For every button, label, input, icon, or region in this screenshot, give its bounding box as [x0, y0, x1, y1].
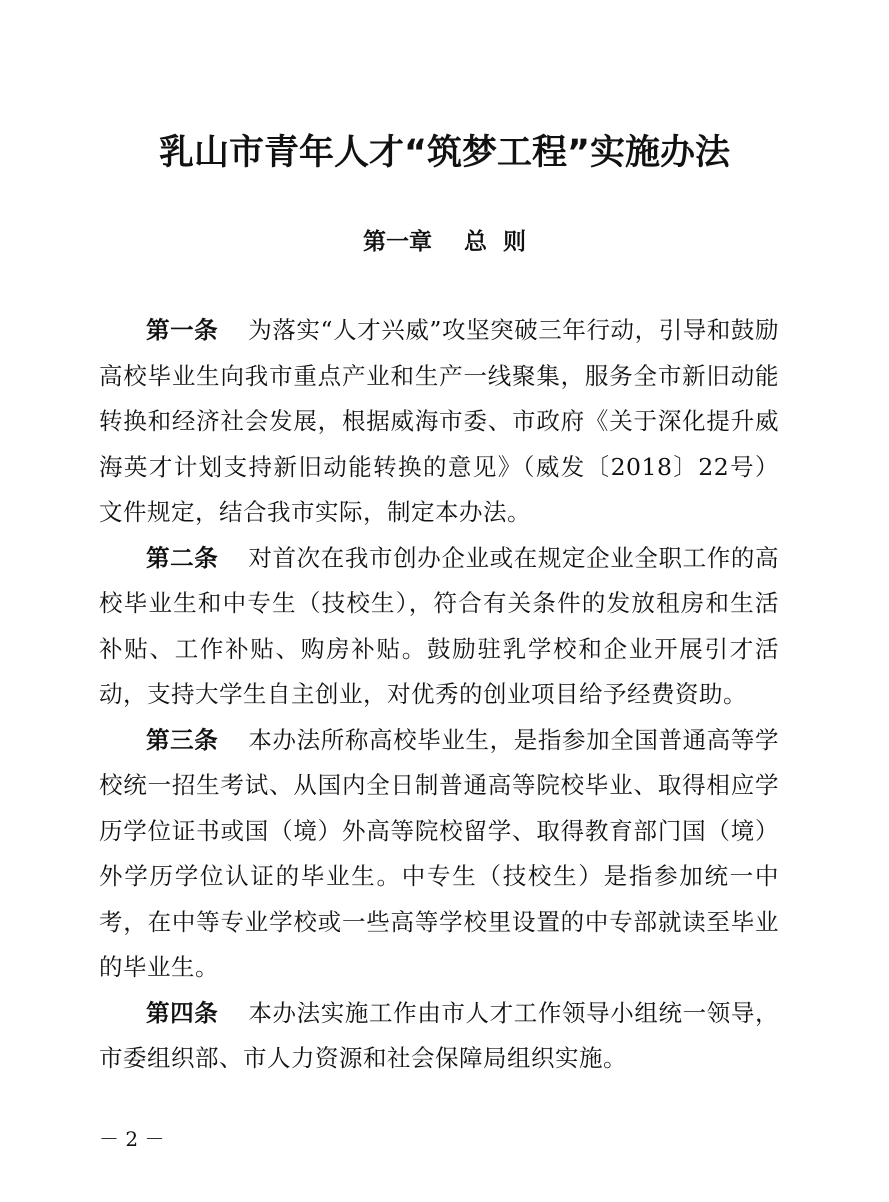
chapter-heading: 第一章 总 则	[362, 229, 527, 255]
article-1-label: 第一条	[146, 316, 219, 344]
article-1-text: 为落实“人才兴威”攻坚突破三年行动，引导和鼓励高校毕业生向我市重点产业和生产一线聚集，服务全市新旧动能转换和经济社会发展，根据威海市委、市政府《关于深化提升威海英才计划支持新旧动能转换的意见》（威发〔2018〕22号）文件规定，结合我市实际，制定本办法。	[99, 316, 780, 526]
article-4	[99, 991, 779, 1082]
article-3-text: 本办法所称高校毕业生，是指参加全国普通高等学校统一招生考试、从国内全日制普通高等院校毕业、取得相应学历学位证书或国（境）外高等院校留学、取得教育部门国（境）外学历学位认证的毕业生。中专生（技校生）是指参加统一中考，在中等专业学校或一些高等学校里设置的中专部就读至毕业的毕业生。	[99, 725, 779, 981]
document-title: 乳山市青年人才“筑梦工程”实施办法	[158, 133, 730, 173]
article-1	[99, 308, 779, 536]
page-number: － 2 －	[99, 1127, 165, 1151]
article-2-text: 对首次在我市创办企业或在规定企业全职工作的高校毕业生和中专生（技校生），符合有关条件的发放租房和生活补贴、工作补贴、购房补贴。鼓励驻乳学校和企业开展引才活动，支持大学生自主创业，对优秀的创业项目给予经费资助。	[99, 543, 779, 708]
article-2-label: 第二条	[146, 543, 219, 572]
article-4-text: 本办法实施工作由市人才工作领导小组统一领导，市委组织部、市人力资源和社会保障局组织实施。	[99, 998, 779, 1072]
article-2	[99, 536, 779, 718]
article-3-label: 第三条	[146, 725, 219, 754]
document-body	[99, 308, 779, 1082]
article-4-label: 第四条	[146, 998, 219, 1027]
article-3	[99, 718, 779, 991]
